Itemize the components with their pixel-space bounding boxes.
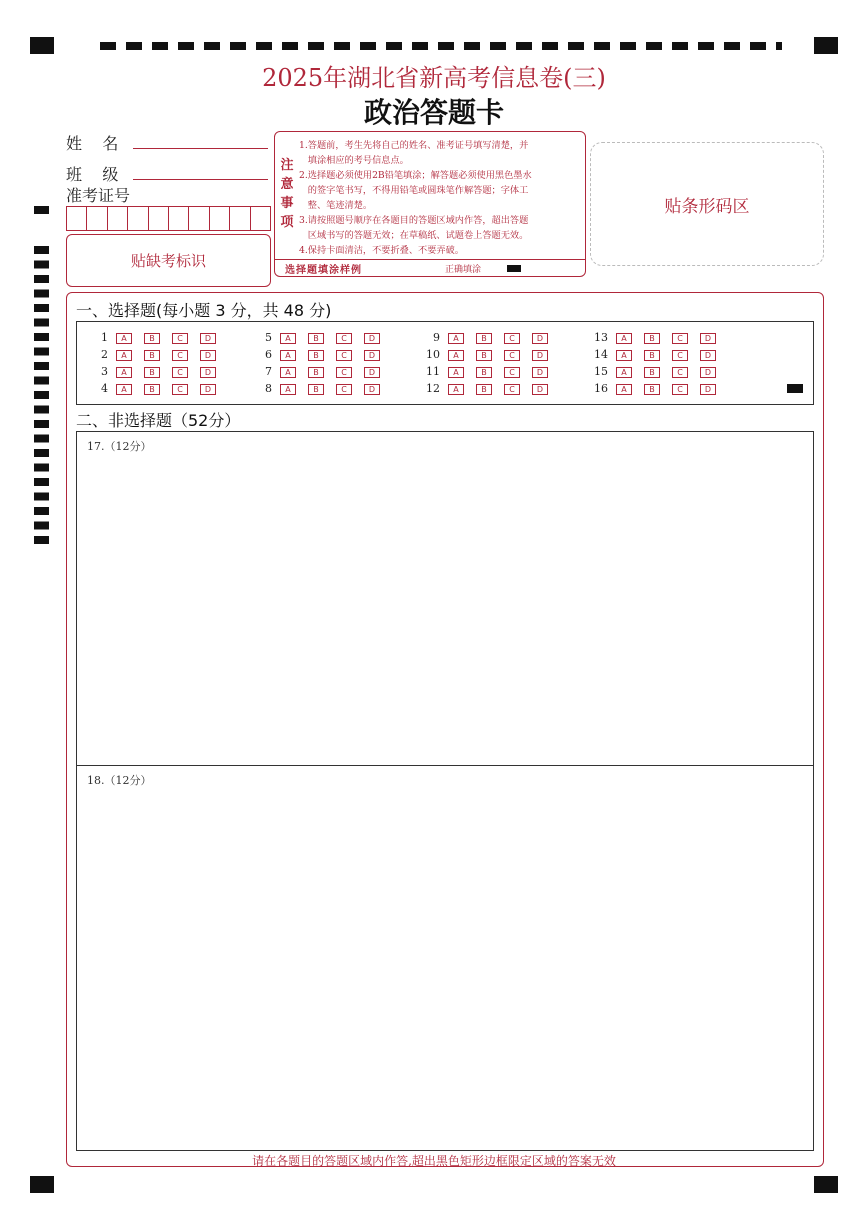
timing-mark-left-single (34, 206, 49, 214)
q14-option-b[interactable]: B (644, 350, 660, 361)
question-number-11: 11 (426, 365, 440, 378)
q7-option-c[interactable]: C (336, 367, 352, 378)
q12-option-c[interactable]: C (504, 384, 520, 395)
q13-option-d[interactable]: D (700, 333, 716, 344)
answer-sheet-title: 政治答题卡 (363, 96, 504, 129)
question-number-16: 16 (594, 382, 608, 395)
notice-text: 1.答题前，考生先将自己的姓名、准考证号填写清楚，并 填涂相应的考号信息点。 2.选择题必须使用2B铅笔填涂；解答题必须使用黑色墨水 的签字笔书写，不得用铅笔或圆珠笔作解答题；字体工 整、笔迹清楚。 3.请按照题号顺序在各题目的答题区域内作答，超出答题 区域书写的答题无效；在草稿纸、试题卷上答题无效。 4.保持卡面清洁，不要折叠、不要弄破。 (299, 140, 532, 256)
name-label: 姓 名 (66, 134, 119, 153)
q8-option-c[interactable]: C (336, 384, 352, 395)
q6-option-a[interactable]: A (280, 350, 296, 361)
q3-option-d[interactable]: D (200, 367, 216, 378)
q12-option-b[interactable]: B (476, 384, 492, 395)
q6-option-b[interactable]: B (308, 350, 324, 361)
correct-fill-sample (507, 265, 521, 272)
id-digit-box[interactable] (128, 207, 148, 230)
q14-option-a[interactable]: A (616, 350, 632, 361)
question-number-10: 10 (426, 348, 440, 361)
fill-sample-label: 选择题填涂样例 (285, 265, 362, 276)
exam-id-boxes[interactable] (66, 206, 271, 231)
timing-marks-left (34, 246, 49, 550)
q4-option-c[interactable]: C (172, 384, 188, 395)
q11-option-b[interactable]: B (476, 367, 492, 378)
q18-label: 18.（12分） (87, 774, 152, 787)
q16-option-a[interactable]: A (616, 384, 632, 395)
registration-mark-top-right (814, 37, 838, 54)
question-number-1: 1 (101, 331, 108, 344)
q11-option-a[interactable]: A (448, 367, 464, 378)
q1-option-b[interactable]: B (144, 333, 160, 344)
q13-option-c[interactable]: C (672, 333, 688, 344)
q6-option-c[interactable]: C (336, 350, 352, 361)
timing-marks-top (100, 42, 782, 50)
footer-warning: 请在各题目的答题区域内作答,超出黑色矩形边框限定区域的答案无效 (252, 1154, 616, 1168)
question-number-9: 9 (433, 331, 440, 344)
q9-option-c[interactable]: C (504, 333, 520, 344)
question-number-7: 7 (265, 365, 272, 378)
q10-option-d[interactable]: D (532, 350, 548, 361)
barcode-sticker-area[interactable]: 贴条形码区 (590, 142, 824, 266)
q14-option-c[interactable]: C (672, 350, 688, 361)
q17-label: 17.（12分） (87, 440, 152, 453)
q9-option-b[interactable]: B (476, 333, 492, 344)
timing-mark-choice (787, 384, 803, 393)
answer-area-q18[interactable] (76, 765, 814, 1151)
q10-option-a[interactable]: A (448, 350, 464, 361)
exam-title: 2025年湖北省新高考信息卷(三) (262, 64, 606, 92)
q3-option-b[interactable]: B (144, 367, 160, 378)
question-number-2: 2 (101, 348, 108, 361)
answer-area-q17[interactable] (76, 431, 814, 766)
q16-option-d[interactable]: D (700, 384, 716, 395)
class-label: 班 级 (66, 165, 119, 184)
class-field[interactable] (133, 179, 268, 180)
question-number-12: 12 (426, 382, 440, 395)
question-number-8: 8 (265, 382, 272, 395)
missing-exam-sticker-area[interactable]: 贴缺考标识 (66, 234, 271, 287)
q11-option-c[interactable]: C (504, 367, 520, 378)
id-digit-box[interactable] (251, 207, 270, 230)
q15-option-c[interactable]: C (672, 367, 688, 378)
q11-option-d[interactable]: D (532, 367, 548, 378)
registration-mark-bottom-left (30, 1176, 54, 1193)
section-multiple-choice-title: 一、选择题(每小题 3 分，共 48 分) (76, 301, 332, 320)
q14-option-d[interactable]: D (700, 350, 716, 361)
q5-option-a[interactable]: A (280, 333, 296, 344)
q1-option-c[interactable]: C (172, 333, 188, 344)
q7-option-d[interactable]: D (364, 367, 380, 378)
q10-option-c[interactable]: C (504, 350, 520, 361)
q2-option-a[interactable]: A (116, 350, 132, 361)
question-number-4: 4 (101, 382, 108, 395)
q8-option-b[interactable]: B (308, 384, 324, 395)
q12-option-d[interactable]: D (532, 384, 548, 395)
notice-vertical-label: 注 意 事 项 (280, 158, 294, 230)
q12-option-a[interactable]: A (448, 384, 464, 395)
id-digit-box[interactable] (108, 207, 128, 230)
q1-option-d[interactable]: D (200, 333, 216, 344)
q15-option-d[interactable]: D (700, 367, 716, 378)
q5-option-c[interactable]: C (336, 333, 352, 344)
q2-option-b[interactable]: B (144, 350, 160, 361)
question-number-15: 15 (594, 365, 608, 378)
q15-option-a[interactable]: A (616, 367, 632, 378)
question-number-5: 5 (265, 331, 272, 344)
question-number-3: 3 (101, 365, 108, 378)
q1-option-a[interactable]: A (116, 333, 132, 344)
q4-option-a[interactable]: A (116, 384, 132, 395)
q5-option-b[interactable]: B (308, 333, 324, 344)
id-digit-box[interactable] (230, 207, 250, 230)
notice-box (274, 131, 586, 277)
q8-option-d[interactable]: D (364, 384, 380, 395)
question-number-14: 14 (594, 348, 608, 361)
q16-option-c[interactable]: C (672, 384, 688, 395)
question-number-13: 13 (594, 331, 608, 344)
q4-option-d[interactable]: D (200, 384, 216, 395)
q2-option-c[interactable]: C (172, 350, 188, 361)
q9-option-a[interactable]: A (448, 333, 464, 344)
q3-option-c[interactable]: C (172, 367, 188, 378)
q8-option-a[interactable]: A (280, 384, 296, 395)
exam-id-label: 准考证号 (66, 186, 131, 205)
id-digit-box[interactable] (210, 207, 230, 230)
q3-option-a[interactable]: A (116, 367, 132, 378)
q16-option-b[interactable]: B (644, 384, 660, 395)
fill-sample-row (275, 259, 585, 277)
registration-mark-bottom-right (814, 1176, 838, 1193)
q13-option-a[interactable]: A (616, 333, 632, 344)
q9-option-d[interactable]: D (532, 333, 548, 344)
q7-option-a[interactable]: A (280, 367, 296, 378)
section-open-questions-title: 二、非选择题（52分） (76, 411, 241, 430)
name-field[interactable] (133, 148, 268, 149)
q5-option-d[interactable]: D (364, 333, 380, 344)
id-digit-box[interactable] (87, 207, 107, 230)
q4-option-b[interactable]: B (144, 384, 160, 395)
id-digit-box[interactable] (149, 207, 169, 230)
q2-option-d[interactable]: D (200, 350, 216, 361)
registration-mark-top-left (30, 37, 54, 54)
id-digit-box[interactable] (189, 207, 209, 230)
q7-option-b[interactable]: B (308, 367, 324, 378)
q10-option-b[interactable]: B (476, 350, 492, 361)
id-digit-box[interactable] (169, 207, 189, 230)
q13-option-b[interactable]: B (644, 333, 660, 344)
q15-option-b[interactable]: B (644, 367, 660, 378)
question-number-6: 6 (265, 348, 272, 361)
correct-fill-label: 正确填涂 (445, 265, 482, 275)
id-digit-box[interactable] (67, 207, 87, 230)
q6-option-d[interactable]: D (364, 350, 380, 361)
